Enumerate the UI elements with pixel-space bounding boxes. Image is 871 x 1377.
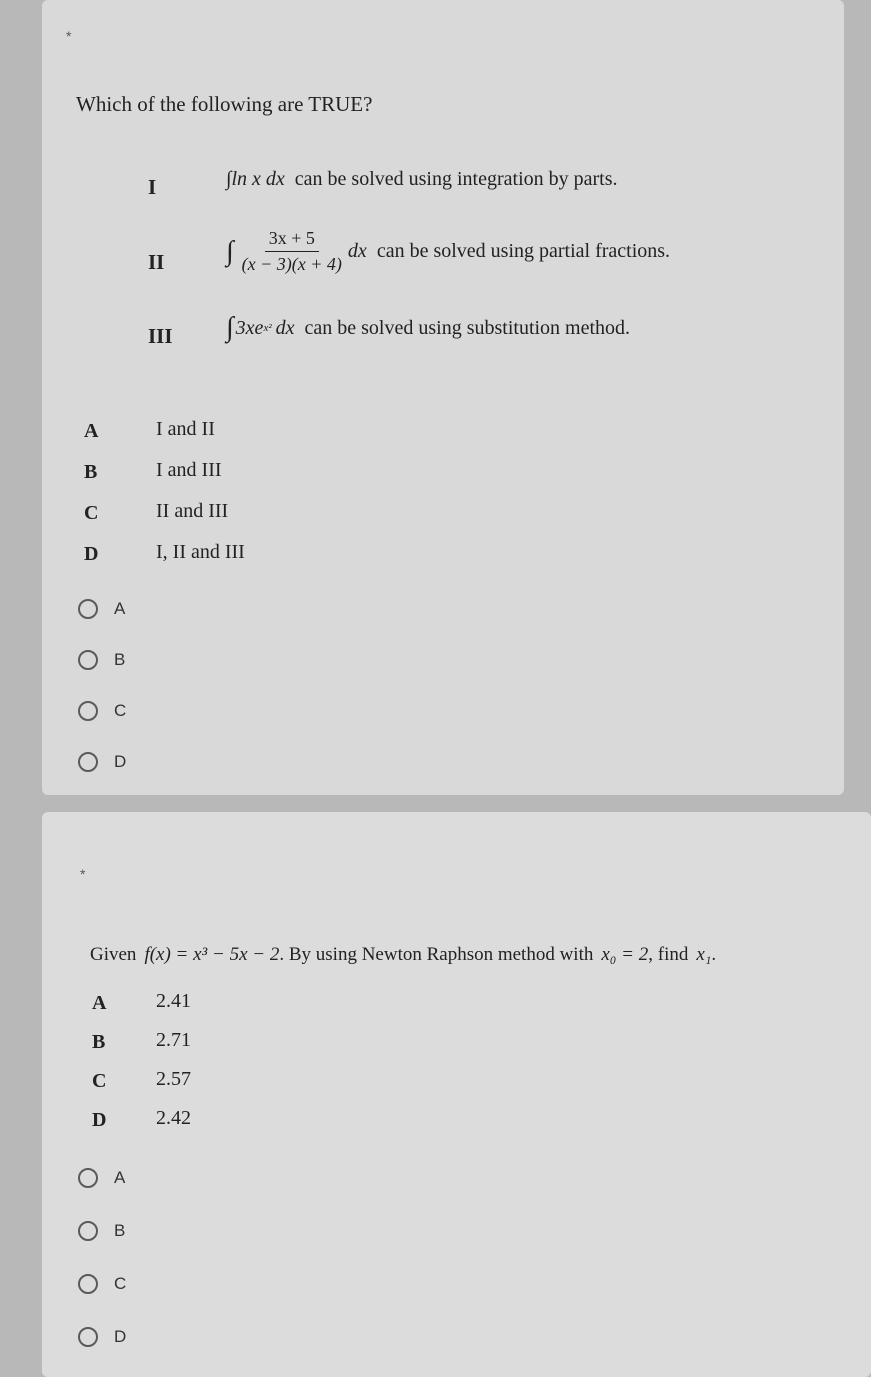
option-text: 2.42: [156, 1107, 191, 1129]
radio-label[interactable]: A: [114, 1168, 126, 1187]
fraction-numerator: 3x + 5: [265, 228, 319, 252]
math-dx: dx: [275, 316, 295, 339]
radio-circle[interactable]: [78, 752, 98, 772]
question-title: Which of the following are TRUE?: [76, 92, 373, 116]
initial-value: x₀ = 2: [601, 944, 649, 965]
math-expression: ∫ln x dx: [226, 168, 285, 190]
option-letter: B: [84, 461, 98, 483]
option-text: 2.41: [156, 990, 191, 1012]
question-prefix: Given: [90, 944, 137, 965]
math-dx: dx: [347, 240, 367, 262]
radio-circle[interactable]: [78, 1168, 98, 1188]
required-mark: *: [80, 866, 86, 882]
radio-option-b[interactable]: [78, 650, 125, 670]
question-title: [90, 944, 716, 966]
radio-option-b[interactable]: [78, 1221, 125, 1241]
radio-label[interactable]: B: [114, 650, 126, 669]
statement-numeral: II: [148, 250, 165, 274]
statement-text: can be solved using partial fractions.: [376, 240, 671, 262]
radio-option-c[interactable]: [78, 1274, 126, 1294]
radio-label[interactable]: D: [114, 1327, 127, 1346]
option-letter: C: [84, 502, 99, 524]
question-card-1: [42, 0, 844, 795]
integral-sign: ∫: [226, 235, 234, 267]
question-suffix: , find: [648, 944, 689, 965]
radio-label[interactable]: C: [114, 1274, 127, 1293]
option-letter: B: [92, 1031, 106, 1053]
option-letter: C: [92, 1070, 107, 1092]
option-text: I and III: [156, 459, 222, 481]
option-text: 2.57: [156, 1068, 191, 1090]
radio-option-d[interactable]: [78, 752, 126, 772]
radio-option-d[interactable]: [78, 1327, 126, 1347]
fraction: [242, 228, 342, 275]
statement-text: can be solved using substitution method.: [304, 316, 631, 339]
radio-circle[interactable]: [78, 1274, 98, 1294]
option-letter: A: [92, 992, 107, 1014]
option-letter: D: [92, 1109, 107, 1131]
function-expression: f(x) = x³ − 5x − 2: [144, 944, 280, 965]
math-base: 3xe: [235, 316, 264, 339]
radio-circle[interactable]: [78, 650, 98, 670]
option-letter: D: [84, 543, 99, 565]
statement-III: [226, 314, 630, 342]
statement-text: can be solved using integration by parts.: [294, 168, 618, 190]
radio-option-a[interactable]: [78, 599, 125, 619]
target-variable: x₁: [696, 944, 712, 965]
question-end: .: [711, 944, 717, 965]
statement-numeral: III: [148, 324, 173, 348]
option-text: I and II: [156, 418, 215, 440]
statement-numeral: I: [148, 175, 157, 199]
integral-sign: ∫: [226, 312, 234, 343]
math-exponent: x²: [263, 322, 272, 334]
radio-circle[interactable]: [78, 1221, 98, 1241]
option-text: 2.71: [156, 1029, 191, 1051]
radio-label[interactable]: A: [114, 599, 126, 618]
radio-circle[interactable]: [78, 1327, 98, 1347]
radio-label[interactable]: C: [114, 701, 127, 720]
radio-option-a[interactable]: [78, 1168, 125, 1188]
radio-option-c[interactable]: [78, 701, 126, 721]
radio-circle[interactable]: [78, 599, 98, 619]
radio-label[interactable]: D: [114, 752, 127, 771]
question-card-2: [42, 812, 871, 1377]
question-middle: . By using Newton Raphson method with: [279, 944, 594, 965]
option-text: II and III: [156, 500, 229, 522]
radio-label[interactable]: B: [114, 1221, 126, 1240]
option-text: I, II and III: [156, 541, 245, 563]
option-letter: A: [84, 420, 99, 442]
fraction-denominator: (x − 3)(x + 4): [241, 254, 342, 274]
statement-I: [226, 168, 618, 191]
statement-II: [226, 228, 670, 275]
required-mark: *: [66, 28, 72, 44]
radio-circle[interactable]: [78, 701, 98, 721]
